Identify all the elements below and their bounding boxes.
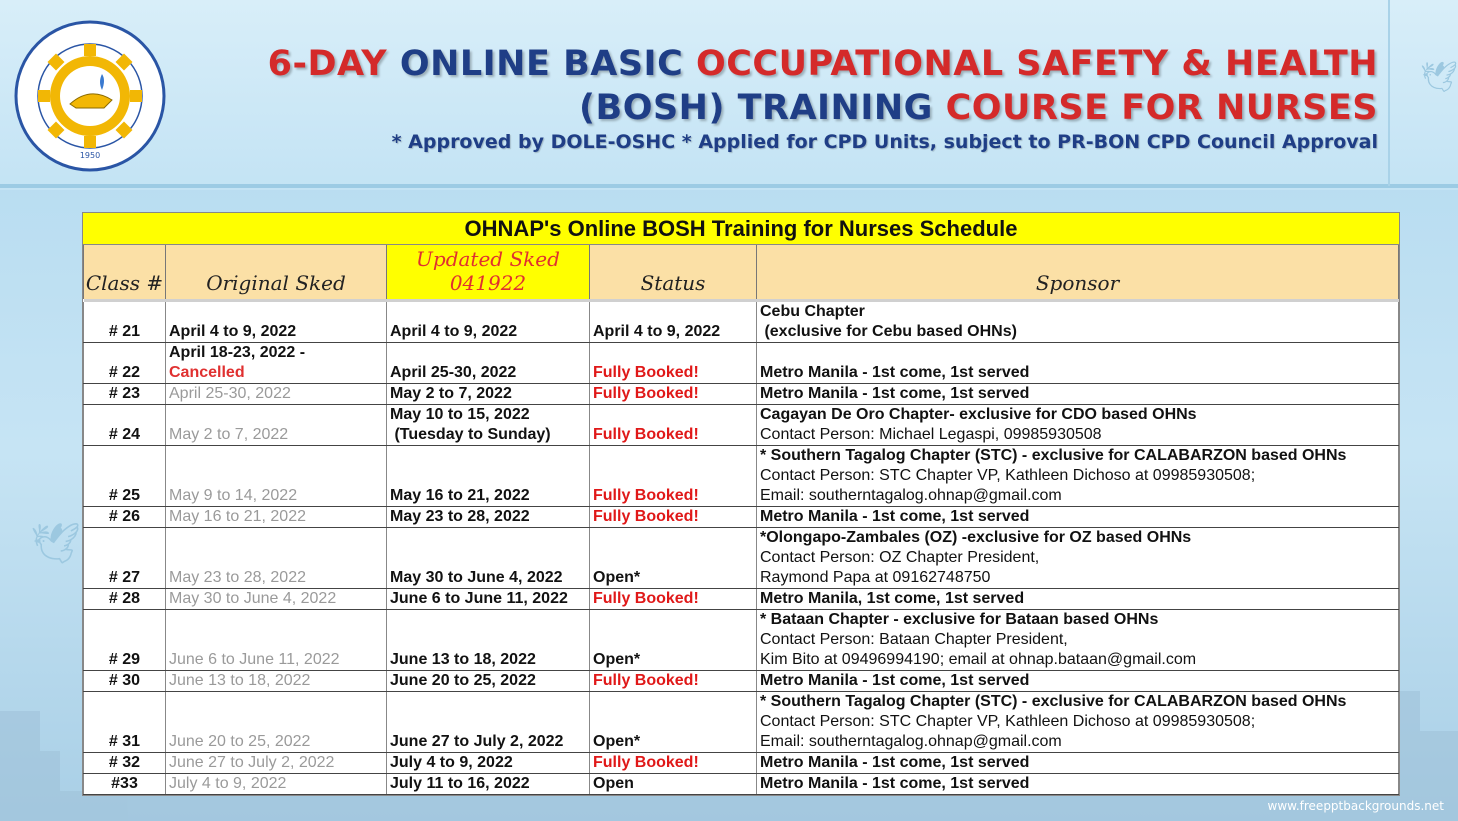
class-number: # 26 [84,507,166,528]
sponsor-name: Metro Manila - 1st come, 1st served [760,508,1030,525]
sponsor-name: * Bataan Chapter - exclusive for Bataan based OHNs [760,611,1159,628]
sponsor-name: Metro Manila, 1st come, 1st served [760,590,1025,607]
footer-url: www.freepptbackgrounds.net [1267,799,1444,813]
sponsor-name: Metro Manila - 1st come, 1st served [760,364,1030,381]
sponsor-name: Metro Manila - 1st come, 1st served [760,775,1030,792]
bird-icon: 🕊 [1420,61,1458,94]
updated-sked: July 4 to 9, 2022 [387,753,590,774]
original-sked: July 4 to 9, 2022 [166,774,387,795]
svg-text:1950: 1950 [79,151,101,160]
table-row [84,589,1399,610]
sponsor-contact: Contact Person: Bataan Chapter President, [760,631,1068,648]
sponsor-name: Cebu Chapter [760,303,865,320]
updated-sked: June 27 to July 2, 2022 [387,692,590,753]
updated-sked: May 16 to 21, 2022 [387,446,590,507]
sponsor [757,302,1399,343]
sponsor [757,384,1399,405]
class-number: #33 [84,774,166,795]
class-number: # 21 [84,302,166,343]
class-number: # 32 [84,753,166,774]
approval-subtitle: * Approved by DOLE-OSHC * Applied for CPD Units, subject to PR-BON CPD Council Approval [391,131,1378,153]
sponsor-contact: Contact Person: Michael Legaspi, 09985930508 [760,426,1102,443]
sponsor [757,692,1399,753]
col-header-class: Class # [84,245,166,299]
sponsor-contact: (exclusive for Cebu based OHNs) [760,323,1017,340]
sponsor-contact: Contact Person: STC Chapter VP, Kathleen Dichoso at 09985930508; [760,713,1256,730]
sponsor-detail: Email: southerntagalog.ohnap@gmail.com [760,487,1062,504]
table-row [84,671,1399,692]
status-badge: Open [590,774,757,795]
sponsor [757,343,1399,384]
sponsor-name: * Southern Tagalog Chapter (STC) - exclusive for CALABARZON based OHNs [760,447,1347,464]
original-sked: April 4 to 9, 2022 [166,302,387,343]
status-badge: Open* [590,528,757,589]
col-header-sponsor: Sponsor [757,245,1399,299]
status-badge: Open* [590,610,757,671]
header-vertical-divider [1388,0,1390,186]
schedule-table [83,245,1399,795]
table-row [84,774,1399,795]
status-badge: Open* [590,692,757,753]
sponsor [757,446,1399,507]
status-badge: Fully Booked! [590,446,757,507]
original-sked [166,343,387,384]
table-row [84,610,1399,671]
updated-sked: May 23 to 28, 2022 [387,507,590,528]
updated-sked: May 2 to 7, 2022 [387,384,590,405]
sponsor-name: Metro Manila - 1st come, 1st served [760,754,1030,771]
original-sked: May 30 to June 4, 2022 [166,589,387,610]
sponsor-name: Metro Manila - 1st come, 1st served [760,672,1030,689]
status-badge: Fully Booked! [590,589,757,610]
ohnap-logo [14,20,166,172]
main-title-line-1 [268,44,1378,84]
updated-sked [387,405,590,446]
original-sked: June 27 to July 2, 2022 [166,753,387,774]
original-sked: May 23 to 28, 2022 [166,528,387,589]
updated-sked: April 25-30, 2022 [387,343,590,384]
status-badge: Fully Booked! [590,671,757,692]
sponsor-name: Metro Manila - 1st come, 1st served [760,385,1030,402]
original-sked: May 9 to 14, 2022 [166,446,387,507]
updated-sked-date: May 10 to 15, 2022 [390,406,530,423]
updated-sked: June 6 to June 11, 2022 [387,589,590,610]
original-sked: June 20 to 25, 2022 [166,692,387,753]
table-row [84,692,1399,753]
class-number: # 22 [84,343,166,384]
status-badge: Fully Booked! [590,384,757,405]
table-row [84,343,1399,384]
title-6day: 6-DAY [267,44,388,84]
sponsor-contact: Contact Person: OZ Chapter President, [760,549,1040,566]
class-number: # 30 [84,671,166,692]
sponsor [757,753,1399,774]
class-number: # 23 [84,384,166,405]
dove-icon: 🕊 [30,522,81,566]
table-header-row [84,245,1399,299]
table-row [84,405,1399,446]
updated-sked: June 13 to 18, 2022 [387,610,590,671]
class-number: # 24 [84,405,166,446]
sponsor-name: * Southern Tagalog Chapter (STC) - exclusive for CALABARZON based OHNs [760,693,1347,710]
sponsor [757,528,1399,589]
class-number: # 29 [84,610,166,671]
main-title-line-2 [579,88,1378,128]
table-row [84,384,1399,405]
sponsor-detail: Kim Bito at 09496994190; email at ohnap.bataan@gmail.com [760,651,1197,668]
col-header-status: Status [590,245,757,299]
title-osh: OCCUPATIONAL SAFETY & HEALTH [695,44,1378,84]
original-sked: June 13 to 18, 2022 [166,671,387,692]
status-badge: Fully Booked! [590,753,757,774]
schedule-title: OHNAP's Online BOSH Training for Nurses Schedule [83,213,1399,245]
schedule-table-container [82,212,1400,796]
sponsor [757,774,1399,795]
sponsor [757,671,1399,692]
status-badge: Fully Booked! [590,405,757,446]
original-sked: May 2 to 7, 2022 [166,405,387,446]
updated-sked: June 20 to 25, 2022 [387,671,590,692]
table-row [84,446,1399,507]
sponsor [757,405,1399,446]
updated-sked: April 4 to 9, 2022 [387,302,590,343]
cancelled-label: Cancelled [169,364,245,381]
title-course-for-nurses: COURSE FOR NURSES [945,88,1378,128]
col-header-original-sked: Original Sked [166,245,387,299]
title-bosh-training: (BOSH) TRAINING [579,88,933,128]
table-row [84,507,1399,528]
sponsor-contact: Contact Person: STC Chapter VP, Kathleen Dichoso at 09985930508; [760,467,1256,484]
col-header-updated-sked: Updated Sked 041922 [387,245,590,299]
table-row [84,528,1399,589]
updated-sked: May 30 to June 4, 2022 [387,528,590,589]
updated-sked: July 11 to 16, 2022 [387,774,590,795]
class-number: # 25 [84,446,166,507]
table-row [84,753,1399,774]
class-number: # 27 [84,528,166,589]
status-badge: Fully Booked! [590,343,757,384]
header-divider [0,184,1458,188]
sponsor [757,589,1399,610]
title-online-basic: ONLINE BASIC [399,44,684,84]
sponsor-name: *Olongapo-Zambales (OZ) -exclusive for OZ based OHNs [760,529,1192,546]
updated-sked-days: (Tuesday to Sunday) [390,426,551,443]
sponsor-detail: Email: southerntagalog.ohnap@gmail.com [760,733,1062,750]
original-sked: June 6 to June 11, 2022 [166,610,387,671]
status-badge: Fully Booked! [590,507,757,528]
class-number: # 28 [84,589,166,610]
sponsor [757,610,1399,671]
status-badge: April 4 to 9, 2022 [590,302,757,343]
original-sked: April 25-30, 2022 [166,384,387,405]
sponsor-name: Cagayan De Oro Chapter- exclusive for CDO based OHNs [760,406,1197,423]
class-number: # 31 [84,692,166,753]
original-sked-date: April 18-23, 2022 - [169,344,306,361]
sponsor [757,507,1399,528]
sponsor-detail: Raymond Papa at 09162748750 [760,569,991,586]
table-row [84,302,1399,343]
original-sked: May 16 to 21, 2022 [166,507,387,528]
